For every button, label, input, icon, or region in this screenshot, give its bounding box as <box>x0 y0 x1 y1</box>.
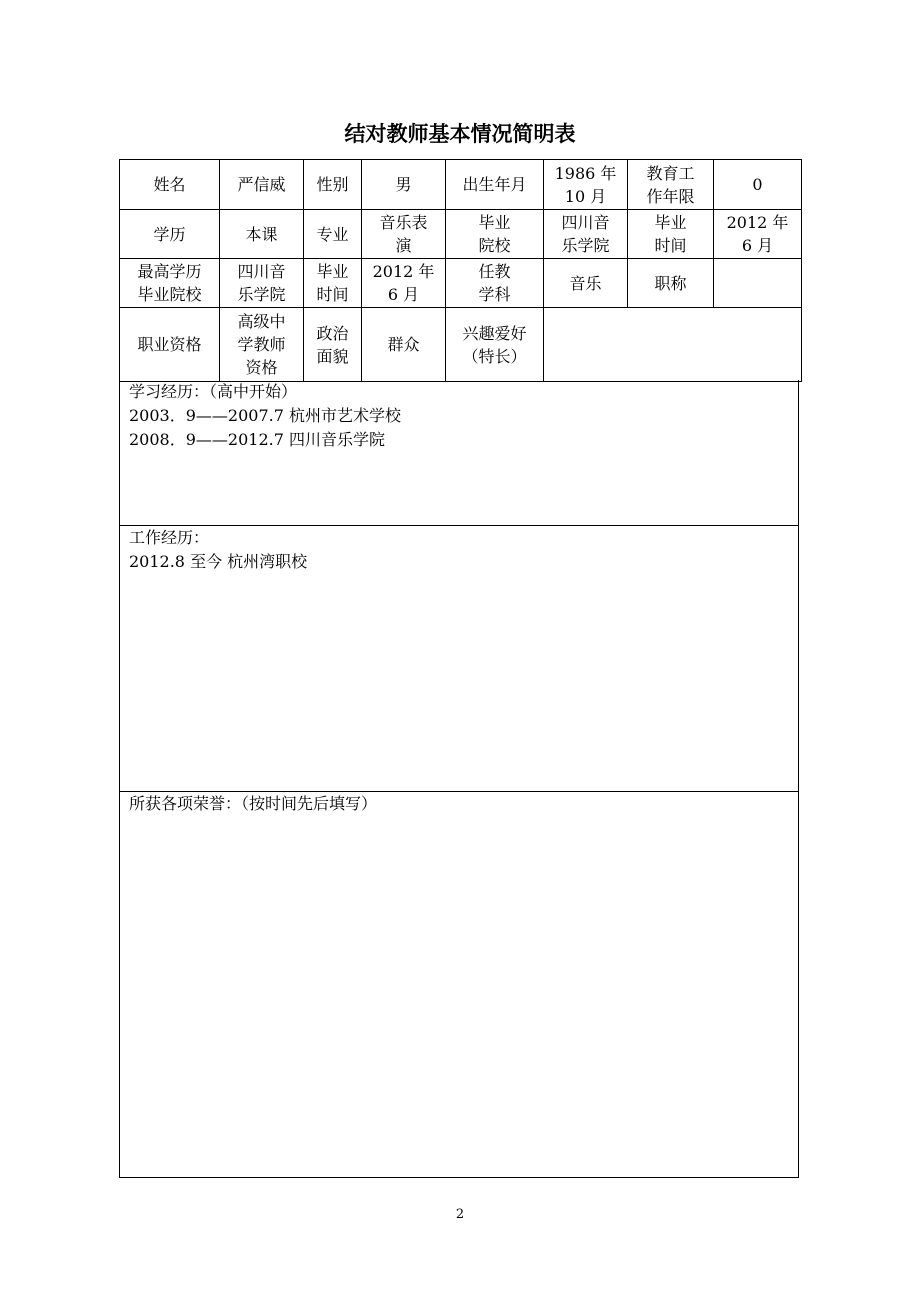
value-major: 音乐表 演 <box>362 210 446 259</box>
label-major: 专业 <box>304 210 362 259</box>
study-history-line: 2008．9——2012.7 四川音乐学院 <box>129 430 385 449</box>
value-highest-degree-school: 四川音 乐学院 <box>220 259 304 308</box>
label-hobbies: 兴趣爱好 （特长） <box>446 308 544 382</box>
value-qualification: 高级中 学教师 资格 <box>220 308 304 382</box>
label-name: 姓名 <box>120 160 220 210</box>
label-subject: 任教 学科 <box>446 259 544 308</box>
value-graduation-time: 2012 年 6 月 <box>714 210 802 259</box>
value-gender: 男 <box>362 160 446 210</box>
value-birth: 1986 年 10 月 <box>544 160 628 210</box>
label-graduation-time: 毕业 时间 <box>628 210 714 259</box>
value-school: 四川音 乐学院 <box>544 210 628 259</box>
label-title: 职称 <box>628 259 714 308</box>
value-education: 本课 <box>220 210 304 259</box>
label-highest-degree-school: 最高学历 毕业院校 <box>120 259 220 308</box>
table-row <box>120 259 802 308</box>
page-number: 2 <box>455 1207 465 1222</box>
honors-section <box>119 792 799 1178</box>
study-history-heading: 学习经历：（高中开始） <box>129 382 298 401</box>
table-row <box>120 210 802 259</box>
label-education: 学历 <box>120 210 220 259</box>
work-history-heading: 工作经历： <box>129 528 210 547</box>
label-school: 毕业 院校 <box>446 210 544 259</box>
table-row <box>120 160 802 210</box>
value-subject: 音乐 <box>544 259 628 308</box>
page-title: 结对教师基本情况简明表 <box>344 122 576 146</box>
label-birth: 出生年月 <box>446 160 544 210</box>
table-row <box>120 308 802 382</box>
work-history-line: 2012.8 至今 杭州湾职校 <box>129 552 308 571</box>
honors-heading: 所获各项荣誉：（按时间先后填写） <box>129 794 378 813</box>
label-qualification: 职业资格 <box>120 308 220 382</box>
work-history-section <box>119 526 799 792</box>
value-title <box>714 259 802 308</box>
value-name: 严信威 <box>220 160 304 210</box>
label-gender: 性别 <box>304 160 362 210</box>
study-history-section <box>119 380 799 526</box>
value-graduation-time-2: 2012 年 6 月 <box>362 259 446 308</box>
label-political-status: 政治 面貌 <box>304 308 362 382</box>
value-teaching-years: 0 <box>714 160 802 210</box>
label-graduation-time-2: 毕业 时间 <box>304 259 362 308</box>
value-hobbies <box>544 308 802 382</box>
label-teaching-years: 教育工 作年限 <box>628 160 714 210</box>
basic-info-table <box>119 159 802 382</box>
value-political-status: 群众 <box>362 308 446 382</box>
study-history-line: 2003．9——2007.7 杭州市艺术学校 <box>129 406 401 425</box>
